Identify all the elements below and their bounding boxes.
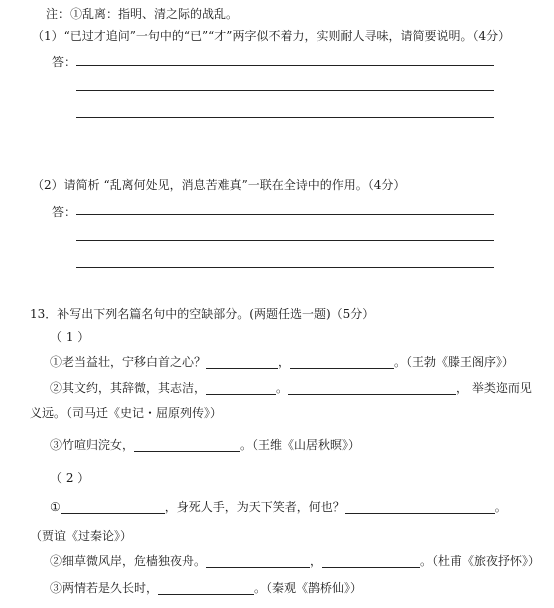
question-13-title: 13．补写出下列名篇名句中的空缺部分。(两题任选一题)（5分） xyxy=(30,307,375,321)
fill-blank-1b[interactable] xyxy=(290,356,394,369)
fill-blank-5a[interactable] xyxy=(206,555,310,568)
fill-item-6-text-b: 。（秦观《鹊桥仙》） xyxy=(254,581,363,595)
fill-item-4 xyxy=(50,499,507,515)
fill-item-5-text-a: ②细草微风岸，危樯独夜舟。 xyxy=(50,554,207,568)
annotation-note: 注：①乱离：指明、清之际的战乱。 xyxy=(46,7,239,21)
fill-item-1-text-a: ①老当益壮，宁移白首之心？ xyxy=(50,355,207,369)
fill-blank-1a[interactable] xyxy=(206,356,278,369)
fill-blank-4b[interactable] xyxy=(345,501,495,514)
fill-item-5-text-b: ， xyxy=(310,554,323,568)
fill-item-3-text-b: 。（王维《山居秋暝》） xyxy=(240,438,361,452)
answer-line-1a[interactable] xyxy=(76,65,494,66)
answer-line-2a[interactable] xyxy=(76,214,494,215)
fill-item-1-text-c: 。（王勃《滕王阁序》） xyxy=(394,355,515,369)
fill-item-4-text-c: 。 xyxy=(494,500,507,514)
fill-blank-6[interactable] xyxy=(158,582,254,595)
fill-item-2 xyxy=(50,380,532,396)
fill-blank-5b[interactable] xyxy=(322,555,420,568)
fill-item-3-text-a: ③竹喧归浣女， xyxy=(50,438,135,452)
answer-line-1c[interactable] xyxy=(76,117,494,118)
question-2-prompt: （2）请简析 “乱离何处见，消息苦难真”一联在全诗中的作用。（4分） xyxy=(32,178,406,192)
fill-item-5-text-c: 。（杜甫《旅夜抒怀》） xyxy=(420,554,541,568)
fill-item-1 xyxy=(50,354,514,370)
fill-item-4-text-a: ① xyxy=(50,500,61,514)
answer-line-2b[interactable] xyxy=(76,240,494,241)
group-1-label: （ 1 ） xyxy=(50,330,90,344)
fill-item-4-text-b: ，身死人手，为天下笑者，何也？ xyxy=(164,500,345,514)
fill-blank-2b[interactable] xyxy=(288,382,456,395)
group-2-label: （ 2 ） xyxy=(50,471,90,485)
fill-item-2-text-b: 。 xyxy=(276,381,289,395)
answer-line-1b[interactable] xyxy=(76,90,494,91)
fill-item-2-text-c: ， 举类迩而见 xyxy=(456,381,532,395)
fill-blank-4a[interactable] xyxy=(61,501,165,514)
question-1-prompt: （1）“已过才追问”一句中的“已”“才”两字似不着力，实则耐人寻味，请简要说明。（4分） xyxy=(32,29,511,43)
fill-item-2-continuation: 义远。（司马迁《史记・屈原列传》） xyxy=(30,406,223,420)
fill-item-2-text-a: ②其文约，其辞微，其志洁， xyxy=(50,381,207,395)
fill-blank-3[interactable] xyxy=(134,439,240,452)
fill-item-1-text-b: ， xyxy=(278,355,291,369)
answer-line-2c[interactable] xyxy=(76,267,494,268)
fill-item-4-continuation: （贾谊《过秦论》） xyxy=(30,529,133,543)
fill-item-5 xyxy=(50,553,540,569)
fill-item-6-text-a: ③两情若是久长时， xyxy=(50,581,159,595)
fill-blank-2a[interactable] xyxy=(206,382,276,395)
answer-label-2: 答： xyxy=(52,205,77,219)
answer-label-1: 答： xyxy=(52,55,77,69)
fill-item-6 xyxy=(50,580,362,596)
fill-item-3 xyxy=(50,437,360,453)
